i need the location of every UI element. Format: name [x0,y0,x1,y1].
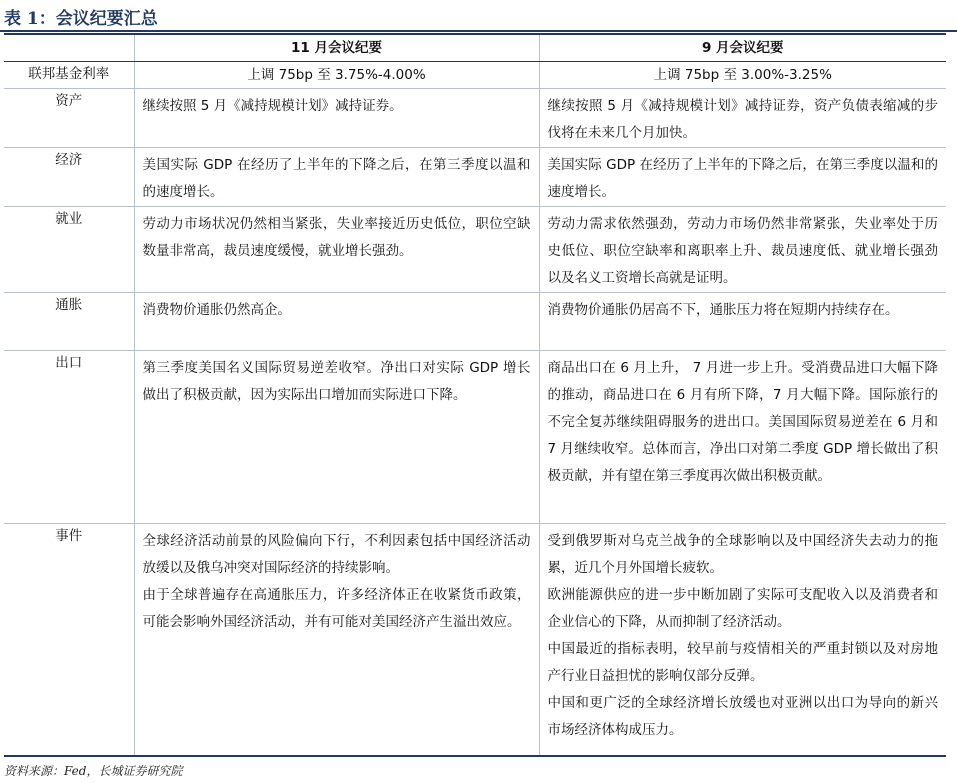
row-exports [4,351,946,524]
nov-cell [134,293,539,351]
table-title: 表 1：会议纪要汇总 [4,9,158,29]
nov-cell [134,351,539,524]
sep-text: 消费物价通胀仍居高不下，通胀压力将在短期内持续存在。 [547,302,899,318]
sep-text: 受到俄罗斯对乌克兰战争的全球影响以及中国经济失去动力的拖累，近几个月外国增长疲软。 [547,533,938,576]
row-fed-funds-rate [4,62,946,89]
sep-text: 中国最近的指标表明，较早前与疫情相关的严重封锁以及对房地产行业日益担忧的影响仅部分反弹。 [547,641,938,684]
sep-cell [539,293,946,351]
header-sep: 9 月会议纪要 [539,34,946,62]
row-label: 事件 [4,524,134,756]
sep-text: 中国和更广泛的全球经济增长放缓也对亚洲以出口为导向的新兴市场经济体构成压力。 [547,695,938,738]
header-row [4,34,946,62]
nov-text: 全球经济活动前景的风险偏向下行，不利因素包括中国经济活动放缓以及俄乌冲突对国际经济的持续影响。 [142,533,531,576]
nov-cell [134,148,539,207]
row-inflation [4,293,946,351]
row-label: 就业 [4,207,134,293]
row-label: 联邦基金利率 [4,62,134,89]
table-title-bar [0,0,957,32]
meeting-summary-table [4,33,946,757]
row-label: 出口 [4,351,134,524]
nov-text: 由于全球普遍存在高通胀压力，许多经济体正在收紧货币政策，可能会影响外国经济活动，并有可能对美国经济产生溢出效应。 [142,587,531,630]
sep-cell [539,207,946,293]
row-events [4,524,946,756]
nov-cell [134,524,539,756]
title-divider [0,30,957,32]
sep-text: 商品出口在 6 月上升， 7 月进一步上升。受消费品进口大幅下降的推动，商品进口在 6 月有所下降，7 月大幅下降。国际旅行的不完全复苏继续阻碍服务的进出口。美国国际贸易逆差在 6 月和 7 月继续收窄。总体而言，净出口对第二季度 GDP 增长做出了积极贡献，并有望在第三季度再次做出积极贡献。 [547,360,938,484]
sep-cell [539,62,946,89]
nov-text: 消费物价通胀仍然高企。 [142,302,291,318]
sep-text: 继续按照 5 月《减持规模计划》减持证券，资产负债表缩减的步伐将在未来几个月加快。 [547,98,938,141]
header-nov: 11 月会议纪要 [134,34,539,62]
nov-cell [134,207,539,293]
nov-cell [134,62,539,89]
sep-cell [539,351,946,524]
row-employment [4,207,946,293]
row-label: 资产 [4,89,134,148]
nov-text: 劳动力市场状况仍然相当紧张，失业率接近历史低位，职位空缺数量非常高，裁员速度缓慢，就业增长强劲。 [142,216,531,259]
nov-text: 继续按照 5 月《减持规模计划》减持证券。 [142,98,403,114]
row-economy [4,148,946,207]
row-label: 通胀 [4,293,134,351]
sep-cell [539,89,946,148]
sep-cell [539,524,946,756]
nov-cell [134,89,539,148]
sep-text: 美国实际 GDP 在经历了上半年的下降之后，在第三季度以温和的速度增长。 [547,157,938,200]
header-label-cell [4,34,134,62]
nov-text: 第三季度美国名义国际贸易逆差收窄。净出口对实际 GDP 增长做出了积极贡献，因为实际出口增加而实际进口下降。 [142,360,531,403]
nov-text: 美国实际 GDP 在经历了上半年的下降之后，在第三季度以温和的速度增长。 [142,157,531,200]
row-label: 经济 [4,148,134,207]
nov-text: 上调 75bp 至 3.75%-4.00% [247,67,426,83]
sep-text: 上调 75bp 至 3.00%-3.25% [653,67,832,83]
sep-text: 劳动力需求依然强劲，劳动力市场仍然非常紧张，失业率处于历史低位、职位空缺率和离职率上升、裁员速度低、就业增长强劲以及名义工资增长高就是证明。 [547,216,938,286]
row-assets [4,89,946,148]
sep-cell [539,148,946,207]
sep-text: 欧洲能源供应的进一步中断加剧了实际可支配收入以及消费者和企业信心的下降，从而抑制了经济活动。 [547,587,938,630]
source-note: 资料来源：Fed，长城证券研究院 [4,764,183,778]
